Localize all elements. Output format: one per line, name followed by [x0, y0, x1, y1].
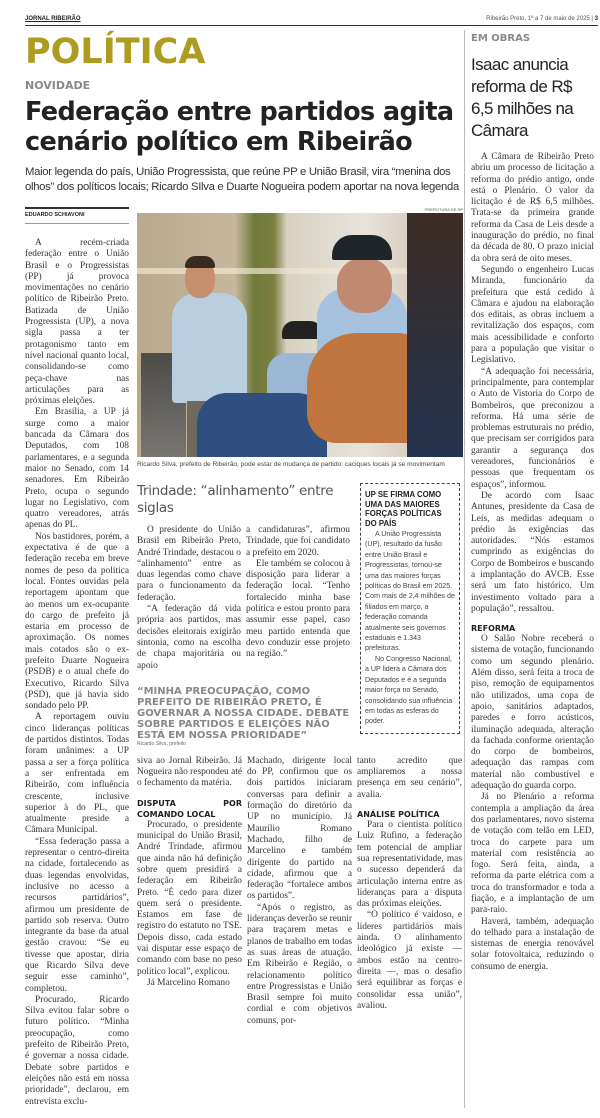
photo-caption: Ricardo Silva, prefeito de Ribeirão, pode estar de mudança de partido: caciques locais já se movimentam — [137, 461, 445, 468]
paragraph: a candidaturas”, afirmou Trindade, que foi candidato a prefeito em 2020. — [246, 525, 350, 558]
sidebar-row — [137, 483, 463, 748]
sidebar-subhead: Trindade: “alinhamento” entre siglas — [137, 483, 334, 516]
paragraph: A recém-criada federação entre o União Brasil e o Progressistas (PP) já provoca movimentações no cenário político de Ribeirão Preto. Batizada de União Progressista (UP), a nova sigla passa a ter protagonismo tanto em nível nacional quanto local, consolidando-se como peça-chave nas articulações para as próximas eleições. — [25, 238, 129, 407]
sidebar-column-1 — [137, 525, 241, 672]
article-column-3 — [247, 756, 352, 1027]
paragraph: Haverá, também, adequação do telhado para a instalação de sistemas de energia renovável solar fotovoltaica, reduzindo o consumo de energia. — [471, 916, 594, 972]
paragraph: “A federação dá vida própria aos partidos, mas decisões eleitorais exigirão sintonia, como na escolha de chapa majoritária ou apoio — [137, 604, 241, 671]
paragraph: “A adequação foi necessária, principalmente, para contemplar o Auto de Vistoria do Corpo de Bombeiros, que preconizou a reforma. Há uma série de problemas estruturais no prédio, que precisam ser corrigidos para garantir a segurança dos vereadores, funcionários e pessoas que frequentam os espaços”, informou. — [471, 366, 594, 490]
page-number: 3 — [594, 16, 598, 22]
newspaper-name: JORNAL RIBEIRÃO — [25, 16, 81, 22]
article-column-4 — [357, 756, 462, 1027]
paragraph: Ele também se colocou à disposição para liderar a federação local. “Tenho fortalecido minha base política e estou pronto para assumir esse papel, caso meu partido entenda que devo conduzir esse projeto na região.” — [246, 558, 350, 660]
paragraph: tanto acredito que ampliaremos a nossa presença em seu cenário”, avalia. — [357, 755, 462, 800]
article-body — [25, 207, 463, 1108]
sidebar-story — [137, 483, 350, 748]
paragraph: A Câmara de Ribeirão Preto abriu um processo de licitação a reforma do prédio antigo, onde está o Plenário. O valor da licitação é de R$ 6,5 milhões. Trata-se da primeira grande reforma da Casa de Leis desde a inauguração do prédio, no final da década de 80. O prazo inicial da obra será de oito meses. — [471, 152, 594, 264]
main-story-area — [25, 30, 465, 1108]
paragraph: No Congresso Nacional, a UP lidera a Câmara dos Deputados e é a segunda maior força no Senado, consolidando sua influência em todas as esferas do poder. — [365, 654, 453, 726]
article-deck: Maior legenda do país, União Progressista, que reúne PP e União Brasil, vira “menina dos olhos” dos políticos locais; Ricardo SIlva e Duarte Nogueira podem aportar na nova legenda — [25, 166, 459, 193]
side-kicker: EM OBRAS — [471, 33, 531, 44]
seated-man-head — [337, 258, 392, 313]
issue-date — [486, 16, 598, 22]
paragraph: Já no Plenário a reforma contempla a ampliação da área dos parlamentares, novo sistema de votação com telão em LED, troca do carpete para um material com resistência ao fogo. Será feita, ainda, a reforma da parte elétrica com a troca do transformador e toda a fiação, e a implantação de um para-raio. — [471, 792, 594, 916]
paragraph: siva ao Jornal Ribeirão. Já Nogueira não respondeu até o fechamento da matéria. — [137, 755, 242, 789]
speaker-hair — [185, 256, 215, 268]
paragraph: O Salão Nobre receberá o sistema de votação, funcionando como um segundo plenário. Além disso, será feita a troca de piso, remoção de equipamentos não utilizados, uma copa de apoio, sanitários adaptados, paredes e forro acústicos, iluminação adequada, alteração da fachada conforme orientação do corpo de bombeiros, adequação das rampas com material não combustível e adequação do guarda corpo. — [471, 634, 594, 792]
byline: EDUARDO SCHIAVONI — [25, 207, 129, 224]
cap — [282, 321, 322, 339]
pull-quote: “MINHA PREOCUPAÇÃO, COMO PREFEITO DE RIBEIRÃO PRETO, É GOVERNAR A NOSSA CIDADE. DEBATE SOBRE PARTIDOS E ELEIÇÕES NÃO ESTÁ EM NOSSA PRIORIDADE” — [137, 685, 350, 741]
left-column — [25, 207, 129, 1108]
article-column-2 — [137, 756, 242, 1027]
bottom-columns — [137, 756, 463, 1027]
paragraph: Segundo o engenheiro Lucas Miranda, funcionário da prefeitura que está cedido à Câmara e ajudou na elaboração dos editais, as obras incluem a revitalização dos espaços, com mais acessibilidade e conforto para a população que visitar o Legislativo. — [471, 264, 594, 366]
fact-box — [360, 483, 460, 734]
seated-man-cap — [332, 235, 392, 260]
paragraph: “O político é vaidoso, e líderes partidários mais ainda. O alinhamento ideológico já existe — ambos estão na centro-direita —, mas o desafio será equilibrar as forças e consolidar essa união”, avaliou. — [357, 910, 462, 1011]
fact-box-title: UP SE FIRMA COMO UMA DAS MAIORES FORÇAS POLÍTICAS DO PAÍS — [365, 490, 442, 528]
article-headline: Federação entre partidos agita cenário político em Ribeirão — [25, 97, 454, 157]
section-title: POLÍTICA — [25, 32, 206, 72]
speaker-shirt — [172, 293, 247, 403]
page-header — [25, 14, 598, 26]
paragraph: A reportagem ouviu cinco lideranças políticas de partidos distintos. Todas foram unânimes: a UP passa a ser a força política a ser enfrentada em Ribeirão, com influência crescente, inclusive superior à do PL, que atualmente preside a Câmara Municipal. — [25, 712, 129, 836]
paragraph: Procurado, o presidente municipal do União Brasil, André Trindade, afirmou que ainda não há definição sobre quem presidirá a federação em Ribeirão Preto. “É cedo para dizer quem será o presidente. Estamos em fase de registro do estatuto no TSE. Depois disso, cada estado vai disputar esse espaço de comando com base no peso político local”, explicou. — [137, 819, 242, 977]
media-area — [137, 207, 463, 1027]
photo-credit: PREFEITURA DE RP — [424, 207, 463, 212]
paragraph: O presidente do União Brasil em Ribeirão Preto, André Trindade, destacou o “alinhamento” entre as duas legendas como chave para o funcionamento da federação. — [137, 525, 241, 603]
paragraph: De acordo com Isaac Antunes, presidente da Casa de Leis, as medidas adequam o prédio às exigências das autoridades. “Nós estamos cumprindo as exigências do Corpo de Bombeiros e buscando a implantação do AVCB. Esse será um fato histórico. Um investimento voltado para a população”, ressaltou. — [471, 490, 594, 614]
paragraph: “Após o registro, as lideranças deverão se reunir para traçarem metas e planos de trabalho em todas as suas áreas de atuação. Em Ribeirão e Região, o relacionamento político entre Progressistas e União Brasil sempre foi muito cordial e com objetivos comuns, por- — [247, 902, 352, 1026]
paragraph: “Essa federação passa a representar o centro-direita na cidade, fortalecendo as duas legendas envolvidas, inclusive no acesso a recursos partidários”, afirmou um presidente de partido sob reserva. Outro integrante da base da atual gestão cravou: “Se eu tivesse que apostar, diria que Ricardo Silva deve seguir esse caminho”, completou. — [25, 836, 129, 994]
section-subhead: REFORMA — [471, 624, 516, 634]
article-column-1 — [25, 238, 129, 1108]
paragraph: Para o cientista político Luiz Rufino, a federação tem potencial de ampliar sua representatividade, mas o sucesso dependerá da articulação interna entre as lideranças para a disputa das próximas eleições. — [357, 820, 462, 910]
paragraph: Nos bastidores, porém, a expectativa é de que a federação receba em breve nomes de peso da política local. Fontes ouvidas pela reportagem apontam que ao menos um ex-ocupante do cargo de prefeito já estaria em processo de aproximação. Os nomes mais cotados são o ex-prefeito Duarte Nogueira (PSDB) e o atual chefe do Executivo, Ricardo Silva (PSD), que já havia sido sondado pelo PP. — [25, 531, 129, 712]
right-column — [465, 30, 594, 1108]
paragraph: A União Progressista (UP), resultado da fusão entre União Brasil e Progressistas, tornou-se uma das maiores forças políticas do Brasil em 2025. Com mais de 2,4 milhões de filiados em março, a federação comanda atualmente seis governos estaduais e 1.343 prefeituras. — [365, 530, 455, 653]
paragraph: Machado, dirigente local do PP, confirmou que os dois partidos iniciaram conversas para definir a formação do diretório da UP no município. Já Maurílio Romano Machado, filho de Marcelino e também dirigente do partido na cidade, afirmou que a federação “fortalece ambos os partidos”. — [247, 755, 352, 902]
sidebar-columns — [137, 525, 350, 672]
paragraph: Em Brasília, a UP já surge como a maior bancada da Câmara dos Deputados, com 108 parlamentares, e a segunda maior no Senado, com 14 senadores. Em Ribeirão Preto, ocupa o segundo lugar no Legislativo, com quatro vereadores, atrás apenas do PL. — [25, 407, 129, 531]
side-headline: Isaac anuncia reforma de R$ 6,5 milhões na Câmara — [471, 55, 574, 140]
sidebar-column-2 — [246, 525, 350, 672]
section-subhead: DISPUTA POR COMANDO LOCAL — [137, 798, 242, 819]
section-subhead: ANÁLISE POLÍTICA — [357, 810, 440, 820]
side-column — [471, 152, 594, 973]
date-text: Ribeirão Preto, 1º a 7 de maio de 2025 | — [486, 16, 593, 22]
article-photo — [137, 213, 463, 457]
article-kicker: NOVIDADE — [25, 79, 91, 92]
woman-right — [407, 213, 463, 457]
paragraph: Procurado, Ricardo Silva evitou falar sobre o futuro político. “Minha preocupação, como prefeito de Ribeirão Preto, é governar a nossa cidade. Debate sobre partidos e eleições não está em nossa prioridade”, declarou, em entrevista exclu- — [25, 994, 129, 1107]
pull-quote-attribution: Ricardo Silva, prefeito — [137, 740, 186, 747]
page-body — [25, 30, 598, 1108]
paragraph: Já Marcelino Romano — [147, 977, 230, 988]
